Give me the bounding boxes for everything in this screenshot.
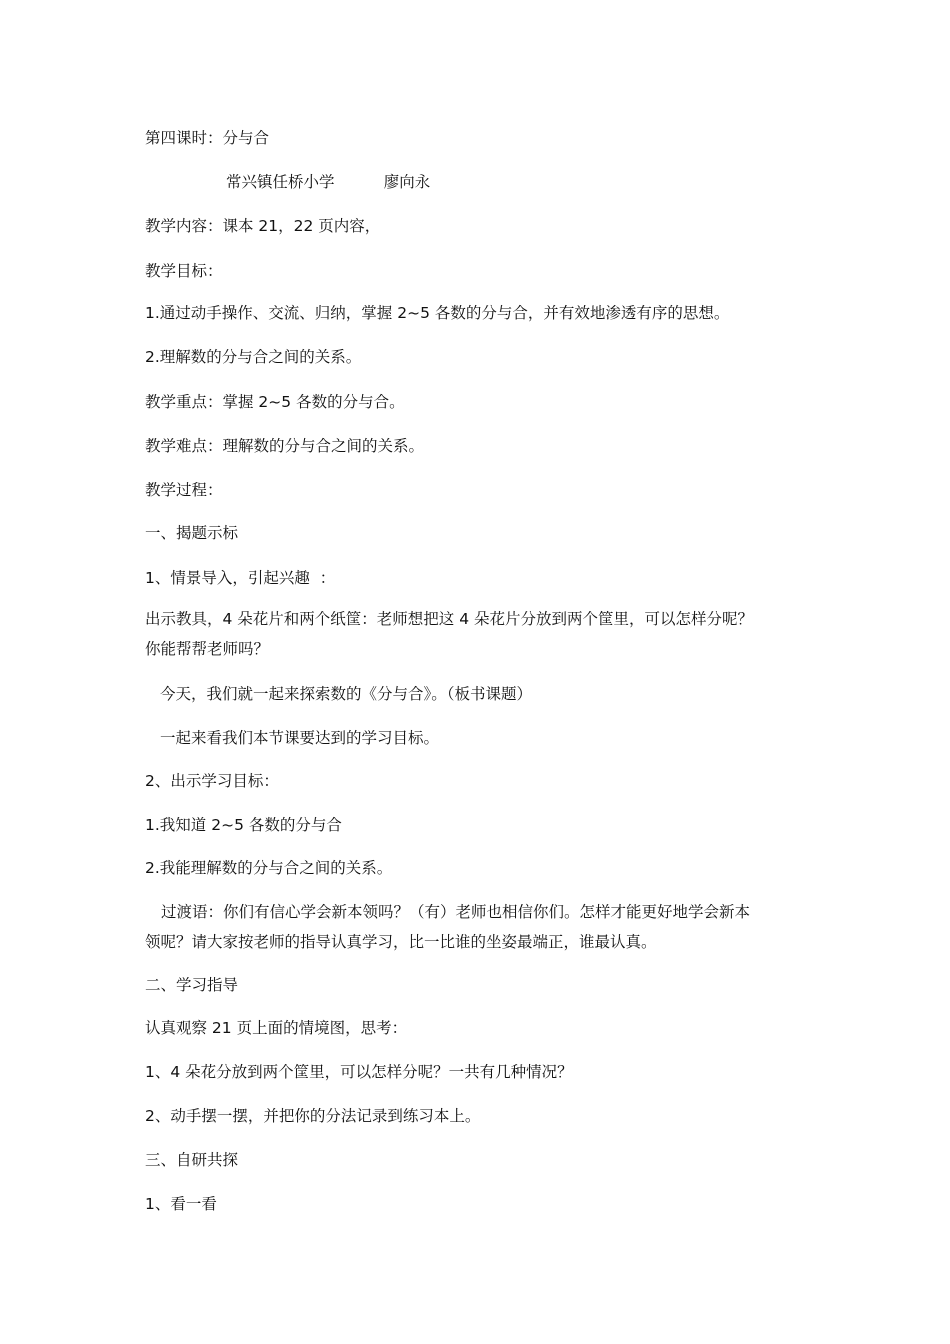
difficulty: 教学难点：理解数的分与合之间的关系。 [145, 437, 425, 455]
key-point: 教学重点：掌握 2~5 各数的分与合。 [145, 393, 405, 411]
today-line: 今天，我们就一起来探索数的《分与合》。（板书课题） [160, 685, 533, 703]
observe-line: 认真观察 21 页上面的情境图，思考： [145, 1019, 408, 1037]
intro-line-1: 出示教具，4 朵花片和两个纸筐：老师想把这 4 朵花片分放到两个筐里，可以怎样分呢？ [145, 610, 754, 628]
transition-line-2: 领呢？请大家按老师的指导认真学习，比一比谁的坐姿最端正，谁最认真。 [145, 933, 657, 951]
learn-goal-2: 2.我能理解数的分与合之间的关系。 [145, 859, 393, 877]
item-1-2: 2、出示学习目标： [145, 772, 279, 790]
together-line: 一起来看我们本节课要达到的学习目标。 [160, 729, 440, 747]
learn-goal-1: 1.我知道 2~5 各数的分与合 [145, 816, 342, 834]
lesson-title: 第四课时：分与合 [145, 129, 270, 147]
goal-1: 1.通过动手操作、交流、归纳，掌握 2~5 各数的分与合，并有效地渗透有序的思想。 [145, 304, 730, 322]
section-2-heading: 二、学习指导 [145, 976, 239, 994]
look-line: 1、看一看 [145, 1195, 217, 1213]
item-1-1: 1、情景导入，引起兴趣 ： [145, 569, 336, 587]
intro-line-2: 你能帮帮老师吗？ [145, 640, 270, 658]
goals-heading: 教学目标： [145, 262, 223, 280]
section-3-heading: 三、自研共探 [145, 1151, 239, 1169]
question-2: 2、动手摆一摆，并把你的分法记录到练习本上。 [145, 1107, 481, 1125]
process-heading: 教学过程： [145, 481, 223, 499]
author-line: 常兴镇任桥小学 廖向永 [226, 173, 431, 191]
teaching-content: 教学内容：课本 21，22 页内容， [145, 217, 381, 235]
intro-paragraph [145, 604, 810, 664]
transition-line-1: 过渡语：你们有信心学会新本领吗？（有）老师也相信你们。怎样才能更好地学会新本 [161, 903, 751, 921]
question-1: 1、4 朵花分放到两个筐里，可以怎样分呢？一共有几种情况？ [145, 1063, 573, 1081]
transition-paragraph [145, 897, 810, 957]
goal-2: 2.理解数的分与合之间的关系。 [145, 348, 362, 366]
section-1-heading: 一、揭题示标 [145, 524, 239, 542]
